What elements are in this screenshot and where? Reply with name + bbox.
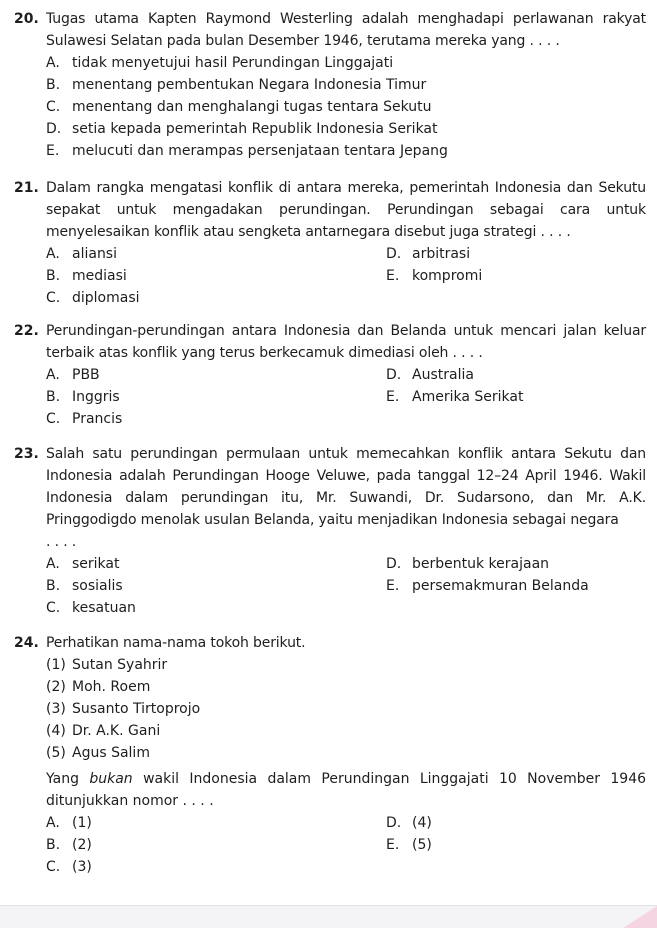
bottom-margin (0, 905, 657, 928)
option-d: D. arbitrasi (386, 246, 471, 262)
option-d: D. berbentuk kerajaan (386, 556, 550, 572)
option-b: B. sosialis (46, 578, 123, 594)
question-number: 21. (14, 180, 39, 196)
question-24 (14, 632, 646, 878)
question-number: 23. (14, 446, 39, 462)
option-e: E. Amerika Serikat (386, 389, 524, 405)
question-prompt: Yang bukan wakil Indonesia dalam Perundingan Linggajati 10 November 1946 ditunjukkan nomor . . . . (46, 771, 647, 809)
list-item: (4) Dr. A.K. Gani (46, 723, 161, 739)
option-e: E. (5) (386, 837, 432, 853)
question-stem-ellipsis: . . . . (46, 534, 77, 550)
option-e: E. melucuti dan merampas persenjataan tentara Jepang (46, 143, 448, 159)
question-stem: Tugas utama Kapten Raymond Westerling adalah menghadapi perlawanan rakyat Sulawesi Selatan pada bulan Desember 1946, terutama mereka yang . . . . (46, 11, 646, 49)
option-c: C. (3) (46, 859, 92, 875)
option-c: C. kesatuan (46, 600, 136, 616)
question-stem: Salah satu perundingan permulaan untuk memecahkan konflik antara Sekutu dan Indonesia adalah Perundingan Hooge Veluwe, pada tanggal 12–24 April 1946. Wakil Indonesia dalam perundingan itu, Mr. Suwandi, Dr. Sudarsono, dan Mr. A.K. Pringgodigdo menolak usulan Belanda, yaitu menjadikan Indonesia sebagai negara (46, 446, 646, 528)
option-list (46, 364, 646, 430)
option-e: E. persemakmuran Belanda (386, 578, 589, 594)
option-list (46, 812, 646, 878)
option-e: E. kompromi (386, 268, 483, 284)
list-item: (5) Agus Salim (46, 745, 150, 761)
option-c: C. menentang dan menghalangi tugas tentara Sekutu (46, 99, 432, 115)
option-b: B. (2) (46, 837, 92, 853)
list-item: (2) Moh. Roem (46, 679, 151, 695)
option-a: A. tidak menyetujui hasil Perundingan Linggajati (46, 55, 394, 71)
option-a: A. PBB (46, 367, 100, 383)
page-corner-mark (623, 906, 657, 928)
option-b: B. mediasi (46, 268, 127, 284)
question-21 (14, 177, 646, 309)
option-d: D. setia kepada pemerintah Republik Indonesia Serikat (46, 121, 438, 137)
question-number: 22. (14, 323, 39, 339)
question-stem: Perhatikan nama-nama tokoh berikut. (46, 635, 306, 651)
question-number: 20. (14, 11, 39, 27)
question-20 (14, 8, 646, 162)
question-23 (14, 443, 646, 619)
question-22 (14, 320, 646, 430)
list-item: (3) Susanto Tirtoprojo (46, 701, 201, 717)
option-d: D. (4) (386, 815, 432, 831)
option-list (46, 243, 646, 309)
option-list (46, 52, 646, 162)
option-a: A. (1) (46, 815, 92, 831)
option-c: C. Prancis (46, 411, 123, 427)
option-d: D. Australia (386, 367, 474, 383)
question-stem: Dalam rangka mengatasi konflik di antara mereka, pemerintah Indonesia dan Sekutu sepakat untuk mengadakan perundingan. Perundingan sebagai cara untuk menyelesaikan konflik atau sengketa antarnegara disebut juga strategi . . . . (46, 180, 646, 240)
option-a: A. aliansi (46, 246, 117, 262)
option-b: B. menentang pembentukan Negara Indonesia Timur (46, 77, 427, 93)
question-number: 24. (14, 635, 39, 651)
option-list (46, 553, 646, 619)
option-a: A. serikat (46, 556, 120, 572)
list-item: (1) Sutan Syahrir (46, 657, 168, 673)
name-list (46, 654, 646, 764)
option-c: C. diplomasi (46, 290, 140, 306)
option-b: B. Inggris (46, 389, 120, 405)
question-stem: Perundingan-perundingan antara Indonesia dan Belanda untuk mencari jalan keluar terbaik atas konflik yang terus berkecamuk dimediasi oleh . . . . (46, 323, 646, 361)
